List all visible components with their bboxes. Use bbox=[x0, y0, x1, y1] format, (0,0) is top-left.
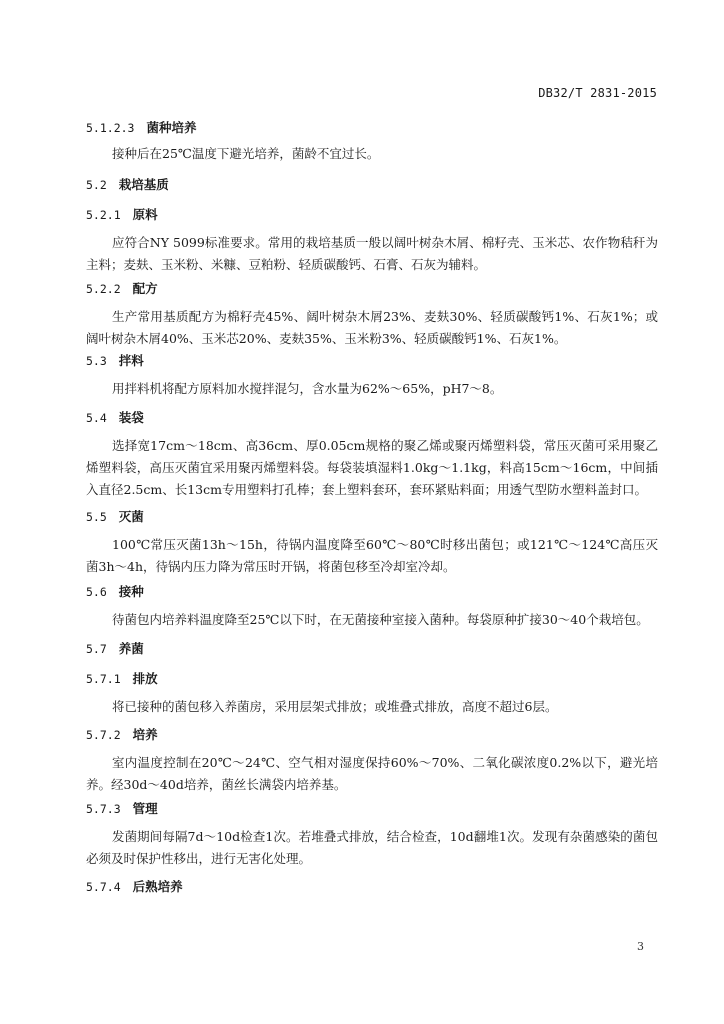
section-title: 管理 bbox=[132, 801, 158, 816]
section-5-4 bbox=[86, 409, 658, 501]
section-number: 5.2 bbox=[86, 178, 107, 192]
section-title: 拌料 bbox=[118, 353, 144, 368]
section-number: 5.7.4 bbox=[86, 880, 121, 894]
section-title: 装袋 bbox=[118, 410, 144, 425]
section-5-2 bbox=[86, 176, 658, 194]
section-heading bbox=[86, 800, 658, 818]
section-5-7-3 bbox=[86, 800, 658, 870]
section-number: 5.7.3 bbox=[86, 802, 121, 816]
paragraph: 待菌包内培养料温度降至25℃以下时，在无菌接种室接入菌种。每袋原种扩接30～40个栽培包。 bbox=[112, 612, 649, 627]
section-5-6 bbox=[86, 583, 658, 631]
section-heading bbox=[86, 176, 658, 194]
section-title: 配方 bbox=[132, 281, 158, 296]
section-title: 栽培基质 bbox=[118, 177, 169, 192]
section-number: 5.1.2.3 bbox=[86, 121, 135, 135]
standard-code: DB32/T 2831-2015 bbox=[538, 86, 657, 100]
section-title: 养菌 bbox=[118, 641, 144, 656]
paragraph: 室内温度控制在20℃～24℃、空气相对湿度保持60%～70%、二氧化碳浓度0.2%以下，避光培养。经30d～40d培养，菌丝长满袋内培养基。 bbox=[86, 755, 658, 792]
paragraph: 接种后在25℃温度下避光培养，菌龄不宜过长。 bbox=[112, 146, 380, 161]
section-title: 后熟培养 bbox=[132, 879, 183, 894]
section-heading bbox=[86, 352, 658, 370]
section-title: 接种 bbox=[118, 584, 144, 599]
section-number: 5.2.1 bbox=[86, 208, 121, 222]
section-5-7 bbox=[86, 640, 658, 658]
section-title: 灭菌 bbox=[118, 509, 144, 524]
section-heading bbox=[86, 119, 658, 137]
section-heading bbox=[86, 583, 658, 601]
section-heading bbox=[86, 409, 658, 427]
section-title: 原料 bbox=[132, 207, 158, 222]
page-number: 3 bbox=[637, 940, 644, 953]
paragraph: 用拌料机将配方原料加水搅拌混匀，含水量为62%～65%，pH7～8。 bbox=[112, 381, 503, 396]
paragraph: 应符合NY 5099标准要求。常用的栽培基质一般以阔叶树杂木屑、棉籽壳、玉米芯、农作物秸秆为主料；麦麸、玉米粉、米糠、豆粕粉、轻质碳酸钙、石膏、石灰为辅料。 bbox=[86, 235, 658, 272]
section-number: 5.2.2 bbox=[86, 282, 121, 296]
paragraph: 100℃常压灭菌13h～15h，待锅内温度降至60℃～80℃时移出菌包；或121℃～124℃高压灭菌3h～4h，待锅内压力降为常压时开锅，将菌包移至冷却室冷却。 bbox=[86, 537, 658, 574]
section-heading bbox=[86, 726, 658, 744]
section-number: 5.7 bbox=[86, 642, 107, 656]
section-5-3 bbox=[86, 352, 658, 400]
paragraph: 生产常用基质配方为棉籽壳45%、阔叶树杂木屑23%、麦麸30%、轻质碳酸钙1%、石灰1%；或阔叶树杂木屑40%、玉米芯20%、麦麸35%、玉米粉3%、轻质碳酸钙1%、石灰1%。 bbox=[86, 309, 658, 346]
paragraph: 发菌期间每隔7d～10d检查1次。若堆叠式排放，结合检查，10d翻堆1次。发现有杂菌感染的菌包必须及时保护性移出，进行无害化处理。 bbox=[86, 829, 658, 866]
section-number: 5.6 bbox=[86, 585, 107, 599]
section-heading bbox=[86, 280, 658, 298]
section-heading bbox=[86, 670, 658, 688]
section-5-2-1 bbox=[86, 206, 658, 276]
section-5-1-2-3 bbox=[86, 119, 658, 165]
section-title: 培养 bbox=[132, 727, 158, 742]
section-5-7-2 bbox=[86, 726, 658, 796]
section-number: 5.3 bbox=[86, 354, 107, 368]
section-heading bbox=[86, 640, 658, 658]
section-number: 5.5 bbox=[86, 510, 107, 524]
paragraph: 选择宽17cm～18cm、高36cm、厚0.05cm规格的聚乙烯或聚丙烯塑料袋，常压灭菌可采用聚乙烯塑料袋，高压灭菌宜采用聚丙烯塑料袋。每袋装填湿料1.0kg～1.1kg，料高15cm～16cm，中间插入直径2.5cm、长13cm专用塑料打孔棒；套上塑料套环，套环紧贴料面；用透气型防水塑料盖封口。 bbox=[86, 438, 658, 497]
section-number: 5.4 bbox=[86, 411, 107, 425]
section-title: 排放 bbox=[132, 671, 158, 686]
section-5-7-1 bbox=[86, 670, 658, 718]
paragraph: 将已接种的菌包移入养菌房，采用层架式排放；或堆叠式排放，高度不超过6层。 bbox=[112, 699, 558, 714]
section-heading bbox=[86, 508, 658, 526]
section-5-5 bbox=[86, 508, 658, 578]
section-number: 5.7.1 bbox=[86, 672, 121, 686]
section-5-7-4 bbox=[86, 878, 658, 896]
section-heading bbox=[86, 206, 658, 224]
section-title: 菌种培养 bbox=[146, 120, 197, 135]
section-5-2-2 bbox=[86, 280, 658, 350]
section-number: 5.7.2 bbox=[86, 728, 121, 742]
section-heading bbox=[86, 878, 658, 896]
